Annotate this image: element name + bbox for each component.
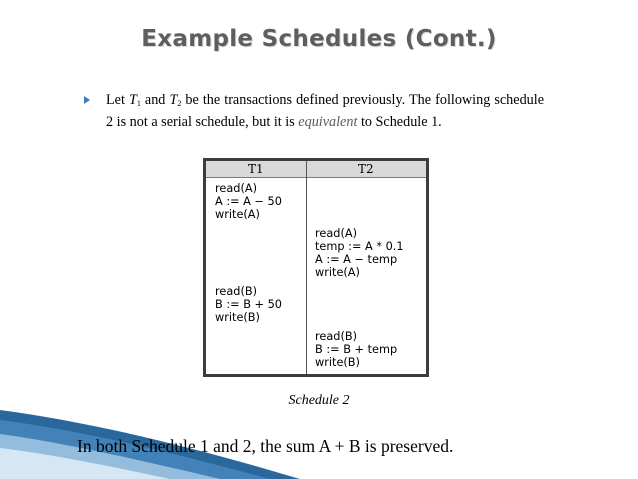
bullet-item [84, 91, 544, 131]
header-t1: T1 [248, 162, 264, 176]
header-t2: T2 [358, 162, 374, 176]
schedule-header [206, 161, 426, 178]
t2-row: B := B + temp [315, 343, 398, 356]
slide-title: Example Schedules (Cont.) [141, 26, 497, 52]
t1-row: read(B) [215, 285, 258, 298]
t2-row: A := A − temp [315, 253, 398, 266]
bullet-text: Let $T_1$ and $T_2$ be the transactions defined previously. The following schedule 2 is not a serial schedule, but it is equivalent to Schedule 1. [106, 92, 544, 130]
footer-statement: In both Schedule 1 and 2, the sum A + B is preserved. [77, 436, 454, 456]
column-divider [306, 161, 307, 374]
t2-row: temp := A * 0.1 [315, 240, 404, 253]
t2-row: read(A) [315, 227, 357, 240]
t1-row: read(A) [215, 182, 257, 195]
t2-row: read(B) [315, 330, 358, 343]
t2-row: write(B) [315, 356, 360, 369]
t1-row: write(A) [215, 208, 260, 221]
schedule-caption: Schedule 2 [288, 393, 350, 408]
t1-row: write(B) [215, 311, 260, 324]
bullet-arrow-icon [84, 96, 90, 104]
t1-row: B := B + 50 [215, 298, 282, 311]
emphasis-word: equivalent [298, 114, 358, 130]
t1-row: A := A − 50 [215, 195, 282, 208]
t2-row: write(A) [315, 266, 360, 279]
schedule-table [203, 158, 429, 377]
